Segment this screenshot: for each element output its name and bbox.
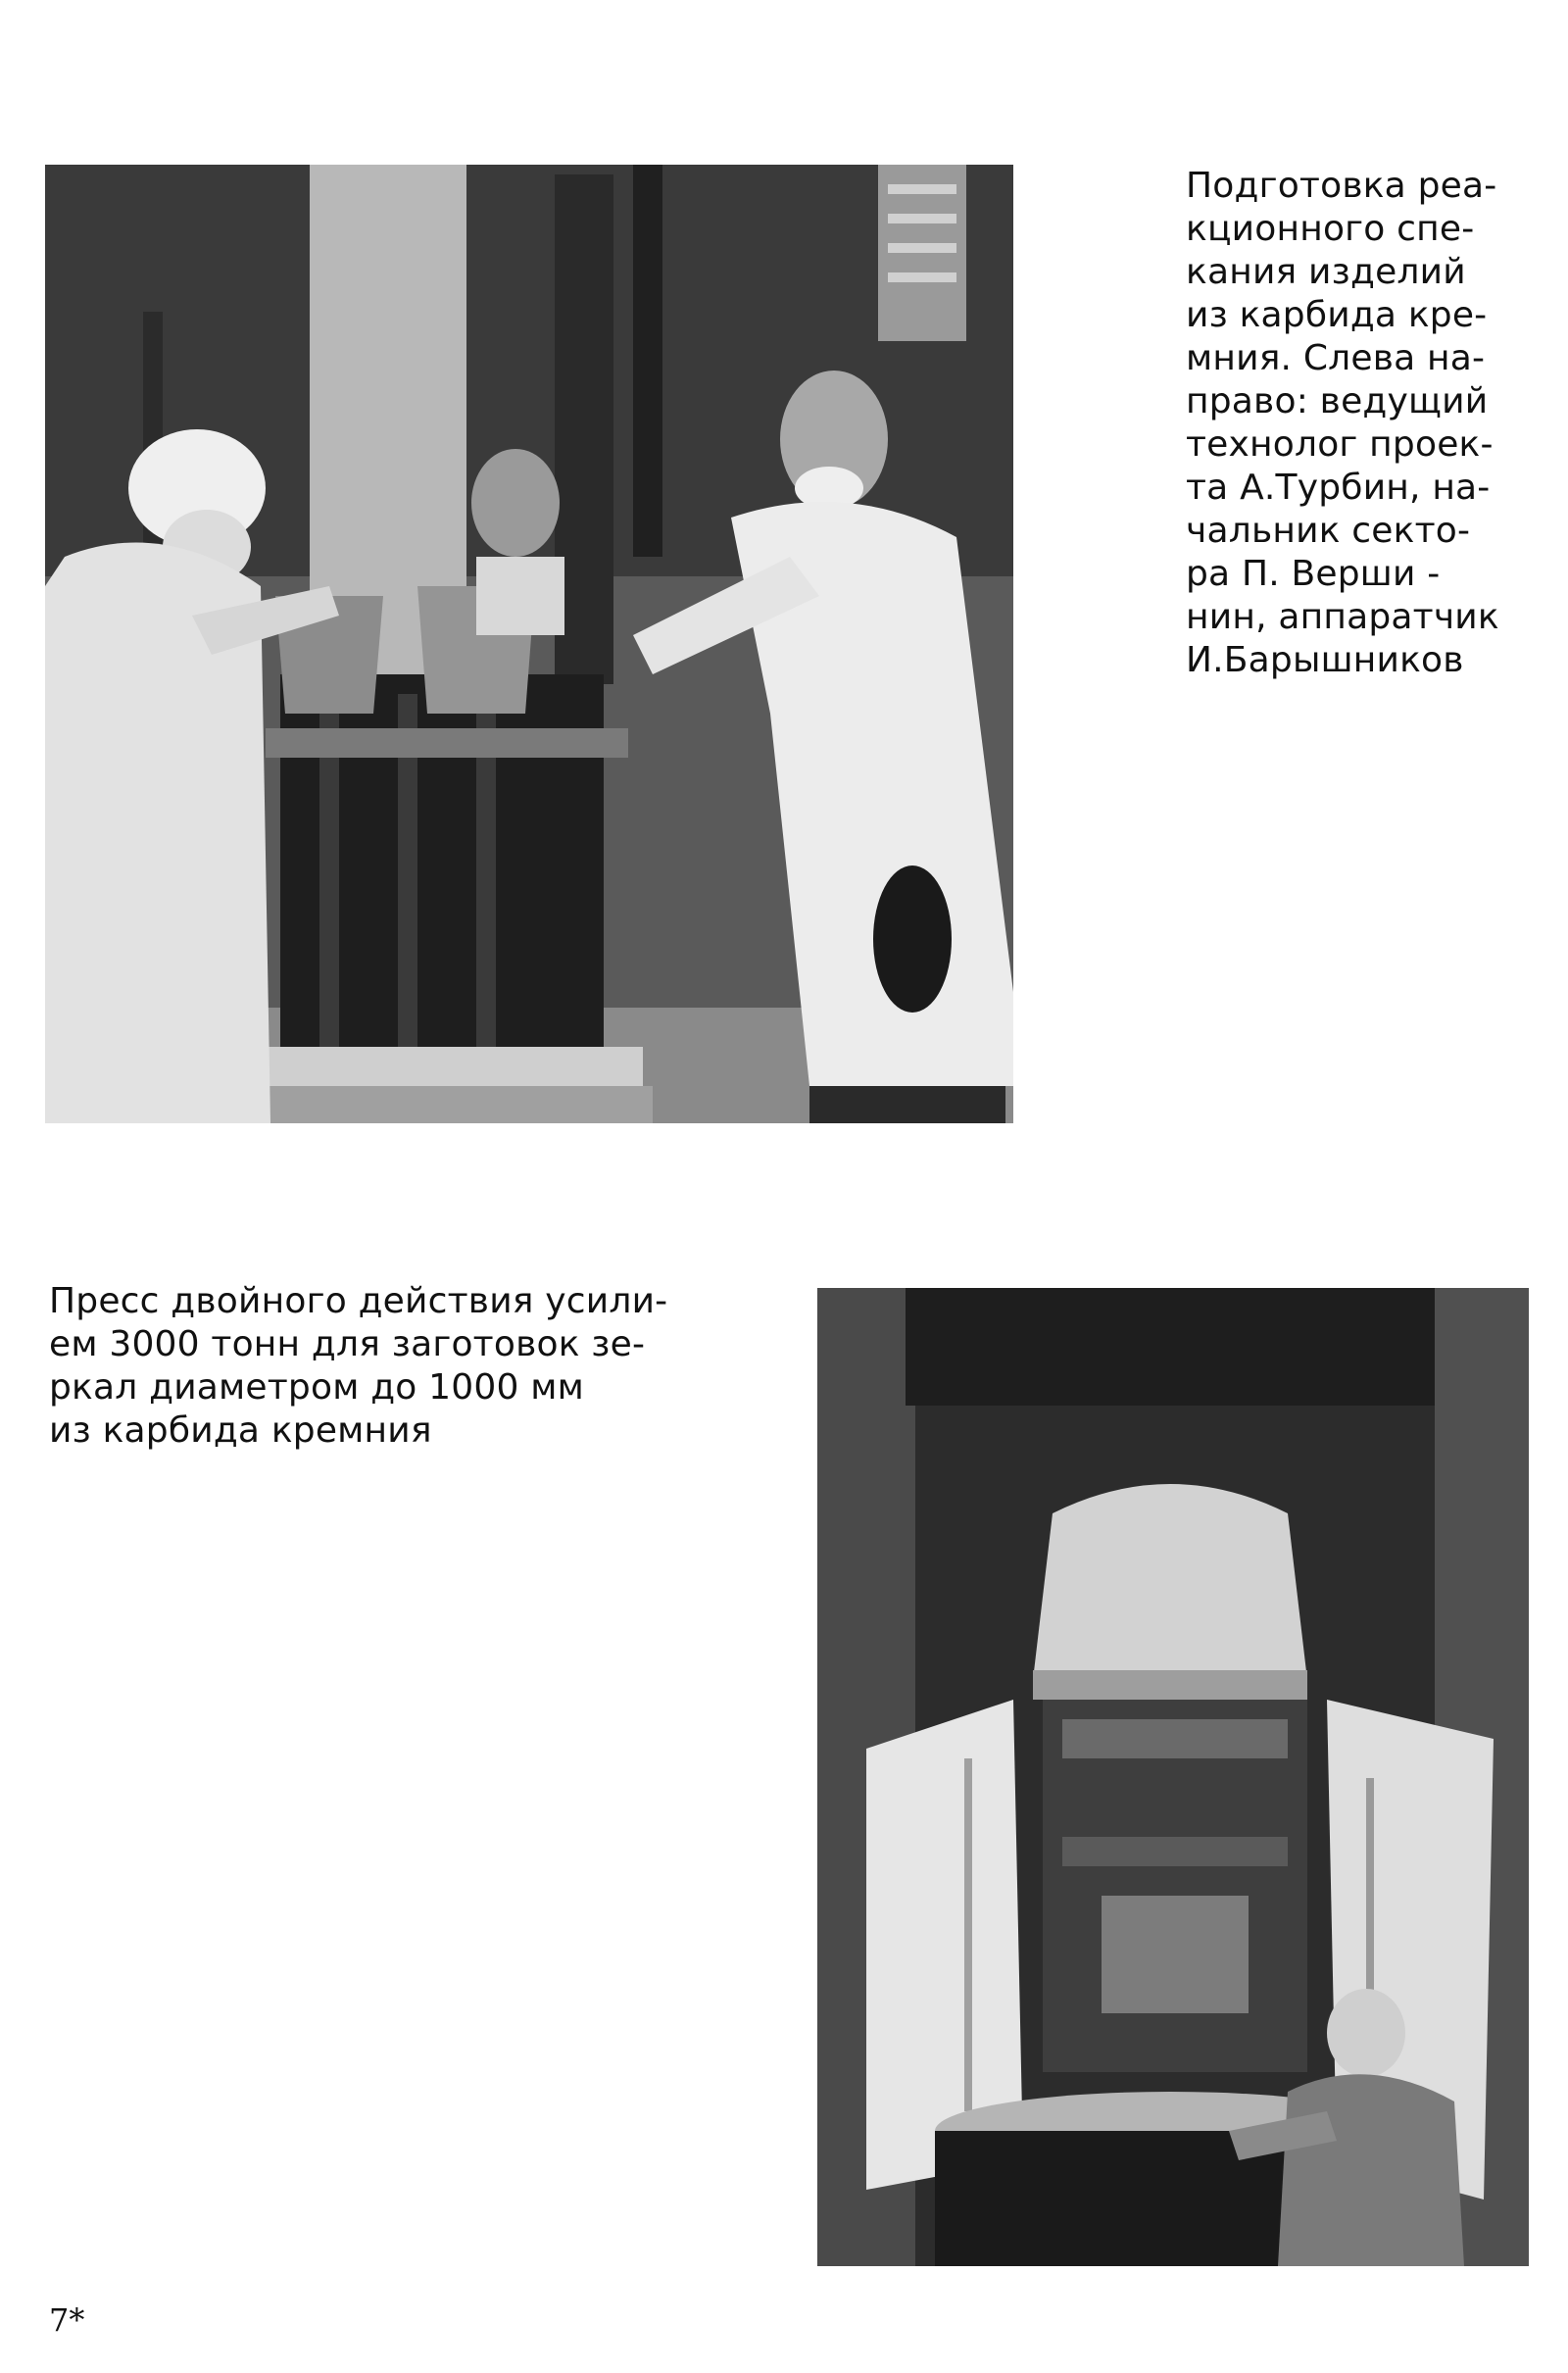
photo-press-image [817, 1288, 1529, 2266]
photo-sintering-image [45, 165, 1013, 1123]
caption-press: Пресс двойного действия усили- ем 3000 тонн для заготовок зе- ркал диаметром до 1000 мм из карбида кремния [49, 1281, 668, 1451]
page-number: 7* [49, 2301, 85, 2339]
photo-sintering-preparation [45, 165, 1013, 1123]
photo-double-action-press [817, 1288, 1529, 2266]
caption-sintering-preparation: Подготовка реа- кционного спе- кания изделий из карбида кре- мния. Слева на- право: ведущий технолог проек- та А.Турбин, на- чальник секто- ра П. Верши - нин, аппаратчик И.Барышников [1186, 166, 1499, 680]
